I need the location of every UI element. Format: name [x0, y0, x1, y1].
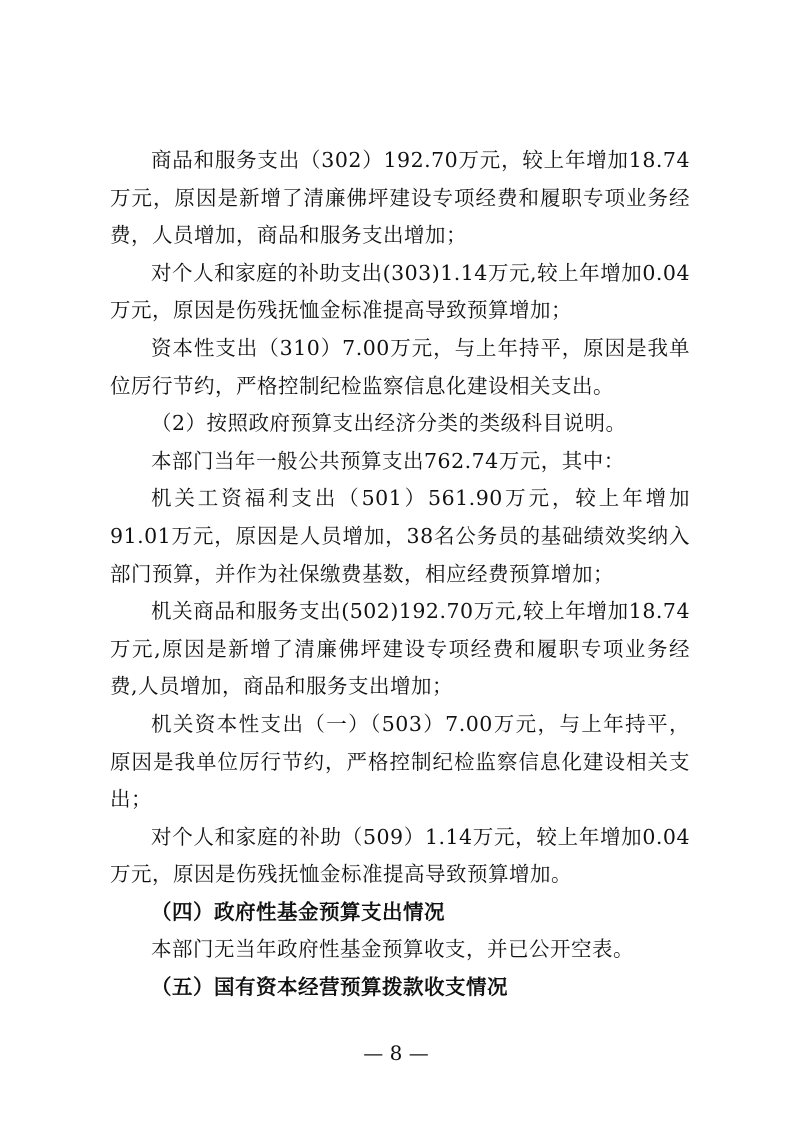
- paragraph-capital-expenditure-503: 机关资本性支出（一）（503）7.00万元，与上年持平，原因是我单位厉行节约，严格控制纪检监察信息化建设相关支出；: [110, 711, 690, 812]
- document-body: [110, 142, 690, 1007]
- paragraph-general-budget-total: 本部门当年一般公共预算支出762.74万元，其中：: [151, 448, 625, 473]
- paragraph-goods-services-502: 机关商品和服务支出(502)192.70万元,较上年增加18.74万元,原因是新增了清廉佛坪建设专项经费和履职专项业务经费,人员增加，商品和服务支出增加；: [110, 599, 690, 699]
- section-heading-government-fund: （四）政府性基金预算支出情况: [151, 899, 445, 924]
- paragraph-goods-services-302: 商品和服务支出（302）192.70万元，较上年增加18.74万元，原因是新增了清廉佛坪建设专项经费和履职专项业务经费，人员增加，商品和服务支出增加；: [110, 148, 690, 248]
- section-heading-economic-classification: （2）按照政府预算支出经济分类的类级科目说明。: [151, 411, 627, 436]
- page-number: — 8 —: [363, 1041, 429, 1065]
- paragraph-government-fund-none: 本部门无当年政府性基金预算收支，并已公开空表。: [151, 937, 634, 962]
- paragraph-household-subsidy-303: 对个人和家庭的补助支出(303)1.14万元,较上年增加0.04万元，原因是伤残抚恤金标准提高导致预算增加；: [110, 260, 690, 323]
- paragraph-wages-welfare-501: 机关工资福利支出（501）561.90万元，较上年增加91.01万元，原因是人员增加，38名公务员的基础绩效奖纳入部门预算，并作为社保缴费基数，相应经费预算增加；: [110, 486, 690, 586]
- paragraph-household-subsidy-509: 对个人和家庭的补助（509）1.14万元，较上年增加0.04万元，原因是伤残抚恤金标准提高导致预算增加。: [110, 824, 690, 887]
- section-heading-state-capital: （五）国有资本经营预算拨款收支情况: [151, 975, 508, 1000]
- paragraph-capital-expenditure-310: 资本性支出（310）7.00万元，与上年持平，原因是我单位厉行节约，严格控制纪检监察信息化建设相关支出。: [110, 335, 690, 398]
